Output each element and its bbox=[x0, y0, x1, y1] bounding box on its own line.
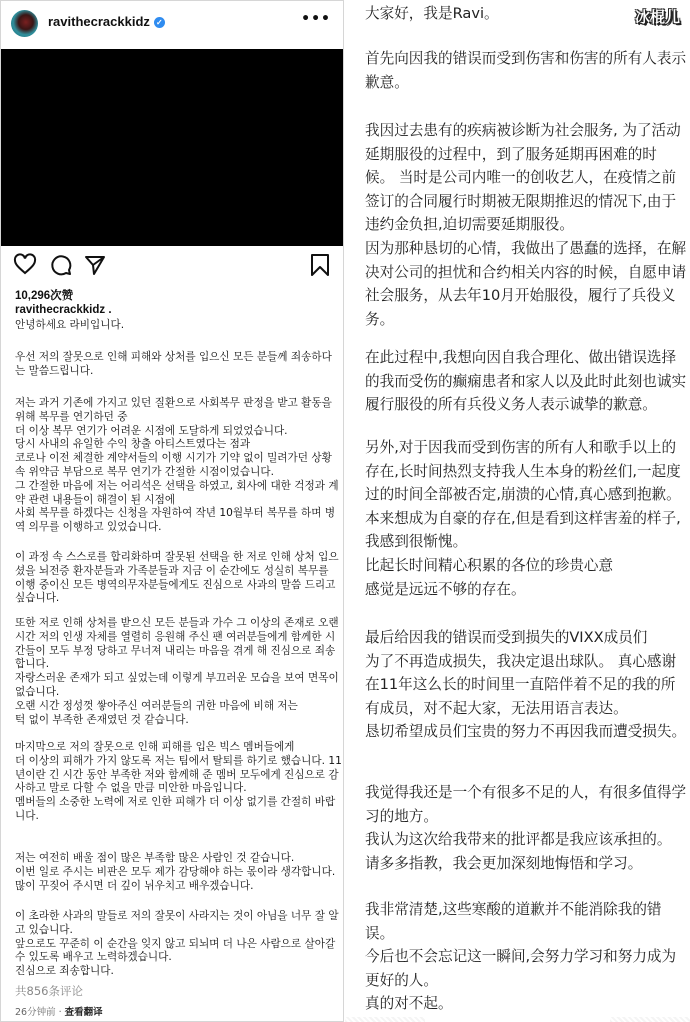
paragraph bbox=[15, 551, 340, 606]
text-line: 사하고 말로 다할 수 없을 만큼 미안한 마음입니다. bbox=[15, 782, 247, 795]
paragraph bbox=[365, 436, 681, 601]
text-line: 另外,对于因我而受到伤害的所有人和歌手以上的 bbox=[365, 439, 677, 456]
text-line: 저는 과거 기존에 가지고 있던 질환으로 사회복무 판정을 받고 활동을 bbox=[15, 397, 332, 409]
paragraph bbox=[15, 852, 340, 893]
paragraph bbox=[365, 47, 686, 94]
text-line: 이 과정 속 스스로를 합리화하며 잘못된 선택을 한 저로 인해 상처 입으 bbox=[15, 551, 339, 563]
text-line: 역 의무를 이행하고 있었습니다. bbox=[15, 521, 162, 534]
text-line: 많이 꾸짖어 주시면 더 깊이 뉘우치고 배우겠습니다. bbox=[15, 879, 254, 892]
paragraph bbox=[365, 346, 686, 417]
paragraph bbox=[15, 319, 340, 333]
text-line: 이행 중이신 모든 병역의무자분들에게도 진심으로 사과의 말씀 드리고 bbox=[15, 578, 336, 591]
see-translation-link[interactable]: 查看翻译 bbox=[64, 1007, 103, 1018]
text-line: 社会服务，从去年10月开始服役，履行了兵役义 bbox=[365, 287, 676, 305]
text-line: 比起长时间精心积累的各位的珍贵心意 bbox=[365, 556, 614, 574]
text-line: 니다. bbox=[15, 809, 39, 822]
translation-panel bbox=[345, 0, 690, 1022]
text-line: 过的时间全部被否定,崩溃的心情,真心感到抱歉。 bbox=[365, 486, 681, 504]
text-line: 더 이상 복무 연기가 어려운 시점에 도달하게 되었었습니다. bbox=[15, 424, 288, 437]
text-line: 오랜 시간 정성껏 쌓아주신 여러분들의 귀한 마음에 비해 저는 bbox=[15, 699, 298, 712]
comment-icon[interactable] bbox=[49, 253, 73, 277]
text-line: 더 이상의 피해가 가지 않도록 저는 팀에서 탈퇴를 하기로 했습니다. 11 bbox=[15, 754, 342, 767]
paragraph bbox=[15, 910, 340, 979]
text-line: 违约金负担,迫切需要延期服役。 bbox=[365, 216, 574, 234]
text-line: 习的地方。 bbox=[365, 807, 438, 825]
text-line: 는 말씀드립니다. bbox=[15, 364, 94, 377]
bookmark-icon[interactable] bbox=[309, 253, 331, 277]
text-line: 在此过程中,我想向因自我合理化、做出错误选择 bbox=[365, 349, 677, 366]
text-line: 的我而受伤的癫痫患者和家人以及此时此刻也诚实 bbox=[365, 372, 687, 390]
text-line: 我感到很惭愧。 bbox=[365, 533, 468, 551]
text-line: 履行服役的所有兵役义务人表示诚挚的歉意。 bbox=[365, 396, 657, 414]
separator: · bbox=[55, 1007, 65, 1018]
paragraph bbox=[365, 119, 686, 331]
timestamp: 26分钟前 bbox=[15, 1007, 56, 1018]
paragraph bbox=[15, 351, 340, 379]
instagram-post bbox=[0, 0, 344, 1022]
translation-text bbox=[345, 0, 690, 1022]
text-line: 最后给因我的错误而受到损失的VIXX成员们 bbox=[365, 629, 648, 646]
text-line: 真的对不起。 bbox=[365, 995, 453, 1013]
text-line: 수 있도록 배우고 노력하겠습니다. bbox=[15, 951, 172, 964]
heart-icon[interactable] bbox=[13, 253, 37, 277]
text-line: 턱 없이 부족한 존재였던 것 같습니다. bbox=[15, 713, 189, 726]
paragraph bbox=[15, 617, 340, 727]
text-line: 속 위약금 부담으로 복무 연기가 간절한 시점이었습니다. bbox=[15, 465, 274, 478]
text-line: 存在,长时间热烈支持我人生本身的粉丝们,一起度 bbox=[365, 462, 681, 480]
text-line: 진심으로 죄송합니다. bbox=[15, 965, 114, 978]
text-line: 误。 bbox=[365, 924, 395, 942]
text-line: 签订的合同履行时期被无限期推迟的情况下,由于 bbox=[365, 192, 677, 210]
text-line: 셨을 뇌전증 환자분들과 가족분들과 지금 이 순간에도 성실히 복무를 bbox=[15, 564, 329, 577]
text-line: 없습니다. bbox=[15, 685, 60, 698]
text-line: 위해 복무를 연기하던 중 bbox=[15, 410, 128, 423]
text-line: 간들이 모두 부정 당하고 무너져 내리는 마음을 겪게 해 진심으로 죄송 bbox=[15, 644, 336, 657]
view-comments-link[interactable]: 共856条评论 bbox=[15, 984, 83, 998]
text-line: 在11年这么长的时间里一直陪伴着不足的我的所 bbox=[365, 676, 676, 694]
text-line: 因为那种恳切的心情，我做出了愚蠢的选择，在解 bbox=[365, 239, 687, 257]
text-line: 候。 当时是公司内唯一的创收艺人，在疫情之前 bbox=[365, 169, 677, 187]
text-line: 마지막으로 저의 잘못으로 인해 피해를 입은 빅스 멤버들에게 bbox=[15, 741, 295, 753]
paragraph bbox=[365, 781, 686, 875]
more-options-icon[interactable]: ••• bbox=[301, 11, 331, 27]
text-line: 请多多指教，我会更加深刻地悔悟和学习。 bbox=[365, 854, 643, 872]
username-link[interactable] bbox=[48, 14, 165, 29]
text-line: 感觉是远远不够的存在。 bbox=[365, 580, 526, 598]
share-icon[interactable] bbox=[83, 253, 107, 277]
text-line: 我觉得我还是一个有很多不足的人，有很多值得学 bbox=[365, 784, 687, 801]
text-line: 이번 일로 주시는 비판은 모두 제가 감당해야 하는 몫이라 생각합니다. bbox=[15, 865, 336, 878]
paragraph bbox=[15, 397, 340, 535]
text-line: 저는 여전히 배울 점이 많은 부족함 많은 사람인 것 같습니다. bbox=[15, 852, 295, 864]
text-line: 약 관련 내용들이 해결이 된 시점에 bbox=[15, 493, 176, 506]
text-line: 今后也不会忘记这一瞬间,会努力学习和努力成为 bbox=[365, 948, 677, 966]
text-line: 고 있습니다. bbox=[15, 923, 73, 936]
text-line: 년이란 긴 시간 동안 부족한 저와 함께해 준 멤버 모두에게 진심으로 감 bbox=[15, 768, 339, 781]
text-line: 합니다. bbox=[15, 658, 50, 671]
paragraph bbox=[365, 898, 676, 1016]
text-line: 恳切希望成员们宝贵的努力不再因我而遭受损失。 bbox=[365, 723, 687, 741]
text-line: 决对公司的担忧和合约相关内容的时候，自愿申请 bbox=[365, 263, 687, 281]
text-line: 本来想成为自豪的存在,但是看到这样害羞的样子, bbox=[365, 509, 681, 527]
text-line: 我认为这次给我带来的批评都是我应该承担的。 bbox=[365, 831, 672, 849]
verified-badge-icon: ✓ bbox=[154, 17, 165, 28]
text-line: 싶습니다. bbox=[15, 592, 60, 605]
paragraph bbox=[365, 2, 499, 26]
text-line: 延期服役的过程中，到了服务延期再困难的时 bbox=[365, 145, 657, 163]
text-line: 有成员，对不起大家，无法用语言表达。 bbox=[365, 699, 628, 717]
paragraph bbox=[365, 626, 686, 744]
post-image[interactable] bbox=[1, 49, 343, 246]
text-line: 당시 사내의 유일한 수익 창출 아티스트였다는 점과 bbox=[15, 438, 251, 451]
action-bar bbox=[1, 253, 343, 279]
text-line: 更好的人。 bbox=[365, 971, 438, 989]
text-line: 이 초라한 사과의 말들로 저의 잘못이 사라지는 것이 아님을 너무 잘 알 bbox=[15, 910, 339, 922]
watermark: 冰棍儿 bbox=[634, 8, 680, 26]
text-line: 歉意。 bbox=[365, 73, 409, 91]
text-line: 大家好，我是Ravi。 bbox=[365, 5, 499, 22]
text-line: 그 간절한 마음에 저는 어리석은 선택을 하였고, 회사에 대한 걱정과 계 bbox=[15, 479, 339, 492]
text-line: 시간 저의 인생 자체를 열렬히 응원해 주신 팬 여러분들에게 함께한 시 bbox=[15, 630, 336, 643]
text-line: 务。 bbox=[365, 310, 395, 328]
text-line: 我非常清楚,这些寒酸的道歉并不能消除我的错 bbox=[365, 901, 662, 918]
caption-username[interactable]: ravithecrackkidz . bbox=[15, 304, 112, 316]
text-line: 我因过去患有的疾病被诊断为社会服务, 为了活动 bbox=[365, 122, 681, 139]
text-line: 자랑스러운 존재가 되고 싶었는데 이렇게 부끄러운 모습을 보여 면목이 bbox=[15, 672, 339, 685]
post-meta bbox=[15, 1004, 103, 1018]
text-line: 멤버들의 소중한 노력에 저로 인한 피해가 더 이상 없기를 간절히 바랍 bbox=[15, 796, 336, 809]
avatar[interactable] bbox=[11, 10, 38, 37]
text-line: 앞으로도 꾸준히 이 순간을 잊지 않고 되뇌며 더 나은 사람으로 살아갈 bbox=[15, 937, 336, 950]
text-line: 首先向因我的错误而受到伤害和伤害的所有人表示 bbox=[365, 50, 687, 67]
paragraph bbox=[15, 741, 340, 824]
like-count[interactable]: 10,296次赞 bbox=[15, 290, 74, 302]
text-line: 또한 저로 인해 상처를 받으신 모든 분들과 가수 그 이상의 존재로 오랜 bbox=[15, 617, 339, 629]
text-line: 안녕하세요 라비입니다. bbox=[15, 319, 125, 331]
post-header bbox=[1, 1, 343, 45]
text-line: 为了不再造成损失，我决定退出球队。 真心感谢 bbox=[365, 652, 677, 670]
text-line: 사회 복무를 하겠다는 신청을 자원하여 작년 10월부터 복무를 하며 병 bbox=[15, 507, 336, 520]
text-line: 코로나 이전 체결한 계약서들의 이행 시기가 기약 없이 밀려가던 상황 bbox=[15, 452, 332, 465]
username-text[interactable]: ravithecrackkidz bbox=[48, 14, 150, 29]
text-line: 우선 저의 잘못으로 인해 피해와 상처를 입으신 모든 분들께 죄송하다 bbox=[15, 351, 332, 363]
